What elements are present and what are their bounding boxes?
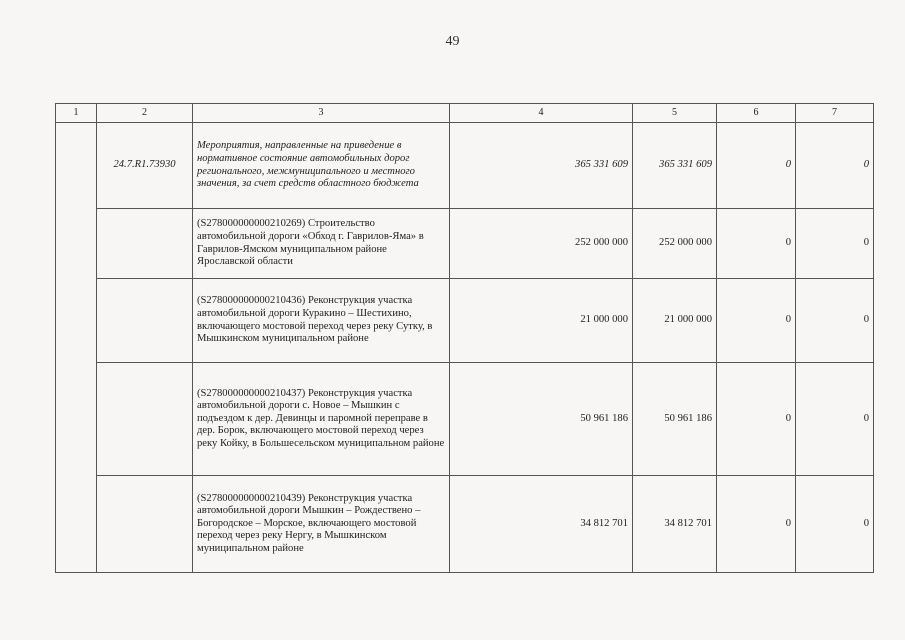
row-col5: 21 000 000 <box>633 279 717 363</box>
row-description: (S278000000000210437) Реконструкция участка автомобильной дороги с. Новое – Мышкин с подъездом к дер. Девинцы и паромной переправе в дер. Борок, включающего мостовой переход через реку Койку, в Большесельском муниципальном районе <box>193 363 450 476</box>
page-number: 49 <box>445 34 460 49</box>
column-header-6: 6 <box>717 104 796 123</box>
merged-empty-cell <box>56 123 97 573</box>
column-header-3: 3 <box>193 104 450 123</box>
row-code: 24.7.R1.73930 <box>97 123 193 209</box>
column-header-5: 5 <box>633 104 717 123</box>
column-number-row <box>56 104 874 123</box>
row-description: Мероприятия, направленные на приведение в нормативное состояние автомобильных дорог регионального, межмуниципального и местного значения, за счет средств областного бюджета <box>193 123 450 209</box>
column-header-2: 2 <box>97 104 193 123</box>
row-col7: 0 <box>796 279 874 363</box>
row-description: (S278000000000210439) Реконструкция участка автомобильной дороги Мышкин – Рождествено – Богородское – Морское, включающего мостовой переход через реку Нергу, в Мышкинском муниципальном районе <box>193 476 450 573</box>
row-col4: 21 000 000 <box>450 279 633 363</box>
budget-table <box>55 103 874 573</box>
row-description: (S278000000000210269) Строительство автомобильной дороги «Обход г. Гаврилов-Яма» в Гаврилов-Ямском муниципальном районе Ярославской области <box>193 209 450 279</box>
row-col5: 252 000 000 <box>633 209 717 279</box>
row-col4: 34 812 701 <box>450 476 633 573</box>
table-row <box>56 123 874 209</box>
row-col7: 0 <box>796 209 874 279</box>
row-col5: 365 331 609 <box>633 123 717 209</box>
row-col6: 0 <box>717 363 796 476</box>
column-header-4: 4 <box>450 104 633 123</box>
row-col7: 0 <box>796 476 874 573</box>
table-row <box>56 209 874 279</box>
row-code <box>97 476 193 573</box>
row-col4: 50 961 186 <box>450 363 633 476</box>
row-code <box>97 363 193 476</box>
row-col6: 0 <box>717 123 796 209</box>
row-col6: 0 <box>717 209 796 279</box>
row-col5: 34 812 701 <box>633 476 717 573</box>
row-description: (S278000000000210436) Реконструкция участка автомобильной дороги Куракино – Шестихино, включающего мостовой переход через реку Сутку, в Мышкинском муниципальном районе <box>193 279 450 363</box>
column-header-7: 7 <box>796 104 874 123</box>
table-row <box>56 476 874 573</box>
row-col7: 0 <box>796 123 874 209</box>
row-col4: 365 331 609 <box>450 123 633 209</box>
row-code <box>97 279 193 363</box>
column-header-1: 1 <box>56 104 97 123</box>
row-col7: 0 <box>796 363 874 476</box>
row-col6: 0 <box>717 279 796 363</box>
table-row <box>56 363 874 476</box>
table-row <box>56 279 874 363</box>
row-col6: 0 <box>717 476 796 573</box>
row-code <box>97 209 193 279</box>
row-col4: 252 000 000 <box>450 209 633 279</box>
row-col5: 50 961 186 <box>633 363 717 476</box>
